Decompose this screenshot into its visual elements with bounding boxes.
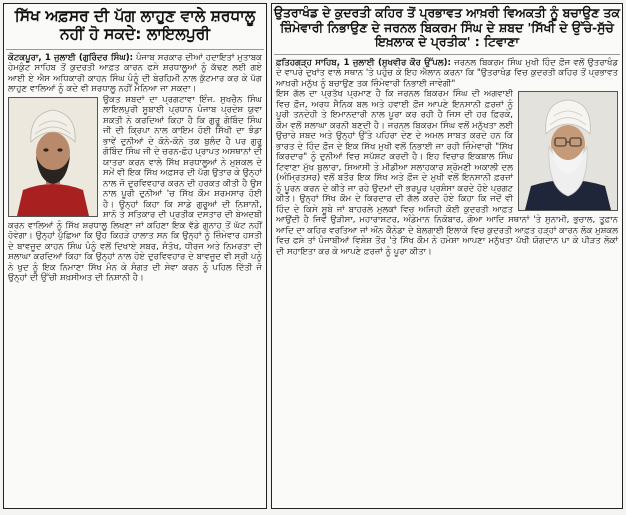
left-article-body bbox=[4, 50, 266, 284]
right-article bbox=[271, 3, 623, 509]
left-dateline: ਕੋਟਕਪੂਰਾ, 1 ਜੁਲਾਈ (ਗੁਰਿੰਦਰ ਸਿੰਘ): bbox=[8, 52, 134, 63]
right-body-paragraph: ਇਸ ਗੱਲ ਦਾ ਪ੍ਰਤੱਖ ਪ੍ਰਮਾਣ ਹੈ ਕਿ ਜਰਨਲ ਬਿਕਰਮ ਸਿੰਘ ਦੀ ਅਗਵਾਈ ਵਿਚ ਫ਼ੌਜ, ਅਰਧ ਸੈਨਿਕ ਬਲ ਅਤੇ ਹਵਾਈ ਫ਼ੌਜ ਆਪਣੇ ਇਨਸਾਨੀ ਫ਼ਰਜ਼ਾਂ ਨੂੰ ਪੂਰੀ ਤਨਦੇਹੀ ਤੇ ਇਮਾਨਦਾਰੀ ਨਾਲ ਪੂਰਾ ਕਰ ਰਹੀ ਹੈ ਜਿਸ ਦੀ ਹਰ ਫ਼ਿਰਕੇ, ਕੌਮ ਵਲੋਂ ਸ਼ਲਾਘਾ ਕਰਨੀ ਬਣਦੀ ਹੈ। ਜਰਨਲ ਬਿਕਰਮ ਸਿੰਘ ਵਲੋਂ ਮਨੁੱਖਤਾ ਲਈ ਉਚਾਰੇ ਸ਼ਬਦ ਅਤੇ ਉਨ੍ਹਾਂ ਉੱਤੇ ਪਹਿਰਾ ਦੇਣ ਦੇ ਅਮਲ ਸਾਬਤ ਕਰਦੇ ਹਨ ਕਿ ਭਾਰਤ ਦੇ ਹਿੰਦ ਫ਼ੌਜ ਦੇ ਇਕ ਸਿੱਖ ਮੁਖੀ ਵਲੋਂ ਨਿਭਾਈ ਜਾ ਰਹੀ ਜ਼ਿੰਮੇਵਾਰੀ "ਸਿੱਖ ਕਿਰਦਾਰ" ਨੂੰ ਦੁਨੀਆਂ ਵਿਚ ਸਪੱਸ਼ਟ ਕਰਦੀ ਹੈ। ਇਹ ਵਿਚਾਰ ਇਕਬਾਲ ਸਿੰਘ ਟਿਵਾਣਾ ਮੁੱਖ ਬੁਲਾਰਾ, ਸਿਆਸੀ ਤੇ ਮੀਡੀਆ ਸਲਾਹਕਾਰ ਸ਼੍ਰੋਮਣੀ ਅਕਾਲੀ ਦਲ (ਅੰਮ੍ਰਿਤਸਰ) ਵਲੋਂ ਬਤੌਰ ਇਕ ਸਿੱਖ ਅਤੇ ਫ਼ੌਜ ਦੇ ਮੁਖੀ ਵਲੋਂ ਇਨਸਾਨੀ ਫ਼ਰਜ਼ਾਂ ਨੂੰ ਪੂਰਨ ਕਰਨ ਦੇ ਕੀਤੇ ਜਾ ਰਹੇ ਉਦਮਾਂ ਦੀ ਭਰਪੂਰ ਪ੍ਰਸ਼ੰਸਾ ਕਰਦੇ ਹੋਏ ਪ੍ਰਗਟ ਕੀਤੇ। ਉਨ੍ਹਾਂ ਸਿੱਖ ਕੌਮ ਦੇ ਕਿਰਦਾਰ ਦੀ ਗੱਲ ਕਰਦੇ ਹੋਏ ਕਿਹਾ ਕਿ ਜਦੋਂ ਵੀ ਹਿੰਦ ਦੇ ਕਿਸੇ ਸੂਬੇ ਜਾਂ ਬਾਹਰਲੇ ਮੁਲਕਾਂ ਵਿਚ ਅਜਿਹੀ ਕੋਈ ਕੁਦਰਤੀ ਆਫ਼ਤ ਆਉਂਦੀ ਹੈ ਜਿਵੇਂ ਉੜੀਸਾ, ਮਹਾਰਾਸ਼ਟਰ, ਅੰਡੇਮਾਨ ਨਿਕੋਬਾਰ, ਗੋਆ ਆਦਿ ਸਥਾਨਾਂ 'ਤੇ ਸੁਨਾਮੀ, ਭੁਚਾਲ, ਤੂਫ਼ਾਨ ਆਦਿ ਦਾ ਕਹਿਰ ਵਰਤਿਆ ਜਾਂ ਔਨ ਕੈਨੇਡਾ ਦੇ ਬੇਲਗਾਈ ਇਲਾਕੇ ਵਿਚ ਕੁਦਰਤੀ ਆਫ਼ਤ ਹੜ੍ਹਾਂ ਕਾਰਨ ਲੋਕ ਮੁਸ਼ਕਲ ਵਿਚ ਫਸੇ ਤਾਂ ਪੰਜਾਬੀਆਂ ਵਿਸ਼ੇਸ਼ ਤੌਰ 'ਤੇ ਸਿੱਖ ਕੌਮ ਨੇ ਹਮੇਸ਼ਾ ਆਪਣਾ ਮਨੁੱਖਤਾ ਪੱਖੀ ਯੋਗਦਾਨ ਪਾ ਕੇ ਪੀੜਤ ਲੋਕਾਂ ਦੀ ਸਹਾਇਤਾ ਕਰ ਕੇ ਆਪਣੇ ਫ਼ਰਜ਼ਾਂ ਨੂੰ ਪੂਰਾ ਕੀਤਾ। bbox=[276, 89, 619, 257]
right-intro: ਜਰਨਲ ਬਿਕਰਮ ਸਿੰਘ ਮੁਖੀ ਹਿੰਦ ਫ਼ੌਜ ਵਲੋਂ ਉਤਰਾਖੰਡ ਦੇ ਵਾਪਰੇ ਦੁਖਾਂਤ ਵਾਲੇ ਸਥਾਨ 'ਤੇ ਪਹੁੰਚ ਕੇ ਇਹ ਐਲਾਨ ਕਰਨਾ ਕਿ "ਉਤਰਾਖੰਡ ਵਿਚ ਕੁਦਰਤੀ ਕਹਿਰ ਤੋਂ ਪ੍ਰਭਾਵਤ ਆਖ਼ਰੀ ਮਨੁੱਖ ਨੂੰ ਬਚਾਉਣ ਤਕ ਜ਼ਿੰਮੇਵਾਰੀ ਨਿਭਾਈ ਜਾਵੇਗੀ" bbox=[276, 57, 618, 89]
right-headline: ਉਤਰਾਖੰਡ ਦੇ ਕੁਦਰਤੀ ਕਹਿਰ ਤੋਂ ਪ੍ਰਭਾਵਤ ਆਖ਼ਰੀ ਵਿਅਕਤੀ ਨੂੰ ਬਚਾਉਣ ਤਕ ਜ਼ਿੰਮੇਵਾਰੀ ਨਿਭਾਉਣ ਦੇ ਜਰਨਲ ਬਿਕਰਮ ਸਿੰਘ ਦੇ ਸ਼ਬਦ 'ਸਿੱਖੀ ਦੇ ਉੱਚੇ-ਸੁੱਚੇ ਇਖ਼ਲਾਕ ਦੇ ਪ੍ਰਤੀਕ' : ਟਿਵਾਣਾ bbox=[274, 4, 620, 55]
left-body-paragraph: ਉਕਤ ਸ਼ਬਦਾਂ ਦਾ ਪ੍ਰਗਟਾਵਾ ਇੰਜ. ਸੁਖਚੈਨ ਸਿੰਘ ਲਾਇਲਪੁਰੀ ਸੂਬਾਈ ਪ੍ਰਧਾਨ ਪੰਜਾਬ ਪ੍ਰਦੇਸ਼ ਯੁਵਾ ਸ਼ਕਤੀ ਨੇ ਕਰਦਿਆਂ ਕਿਹਾ ਹੈ ਕਿ ਗੁਰੂ ਗੋਬਿੰਦ ਸਿੰਘ ਜੀ ਦੀ ਕ੍ਰਿਪਾ ਨਾਲ ਕਾਇਮ ਹੋਈ ਸਿੱਖੀ ਦਾ ਝੰਡਾ ਭਾਵੇਂ ਦੁਨੀਆਂ ਦੇ ਕੋਨੇ-ਕੋਨੇ ਤਕ ਬੁਲੰਦ ਹੈ ਪਰ ਗੁਰੂ ਗੋਬਿੰਦ ਸਿੰਘ ਜੀ ਦੇ ਚਰਨ-ਛੋਹ ਪ੍ਰਾਪਤ ਅਸਥਾਨਾਂ ਦੀ ਯਾਤਰਾ ਕਰਨ ਵਾਲੇ ਸਿੱਖ ਸ਼ਰਧਾਲੂਆਂ ਨੇ ਮੁਸ਼ਕਲ ਦੇ ਸਮੇਂ ਵੀ ਇਕ ਸਿੱਖ ਅਫ਼ਸਰ ਦੀ ਪੱਗ ਉਤਾਰ ਕੇ ਉਨ੍ਹਾਂ ਨਾਲ ਜੋ ਦੁਰਵਿਵਹਾਰ ਕਰਨ ਦੀ ਹਰਕਤ ਕੀਤੀ ਹੈ ਉਸ ਨਾਲ ਪੂਰੀ ਦੁਨੀਆਂ 'ਚ ਸਿੱਖ ਕੌਮ ਸ਼ਰਮਸਾਰ ਹੋਈ ਹੈ। ਉਨ੍ਹਾਂ ਕਿਹਾ ਕਿ ਸਾਡੇ ਗੁਰੂਆਂ ਦੀ ਨਿਸ਼ਾਨੀ, ਸ਼ਾਨੋ ਤੇ ਸਤਿਕਾਰ ਦੀ ਪ੍ਰਤੀਕ ਦਸਤਾਰ ਦੀ ਬੇਅਦਬੀ ਕਰਨ ਵਾਲਿਆਂ ਨੂੰ ਸਿੱਖ ਸ਼ਰਧਾਲੂ ਲਿਖਣਾ ਜਾਂ ਕਹਿਣਾ ਇਕ ਵੱਡੇ ਗੁਨਾਹ ਤੋਂ ਘੱਟ ਨਹੀਂ ਹੋਵੇਗਾ। ਉਨ੍ਹਾਂ ਪੁੱਛਿਆ ਕਿ ਉਹ ਕਿਹੜੇ ਹਾਲਾਤ ਸਨ ਕਿ ਉਨ੍ਹਾਂ ਨੂੰ ਜ਼ਿੰਮੇਵਾਰ ਹਸਤੀ ਦੇ ਬਾਵਜੂਦ ਕਾਹਨ ਸਿੰਘ ਪੰਨੂੰ ਵਲੋਂ ਦਿਖਾਏ ਸਬਰ, ਸੰਤੋਖ, ਧੀਰਜ ਅਤੇ ਨਿਮਰਤਾ ਦੀ ਸ਼ਲਾਘਾ ਕਰਦਿਆਂ ਕਿਹਾ ਕਿ ਉਨ੍ਹਾਂ ਨਾਲ ਹੋਏ ਦੁਰਵਿਵਹਾਰ ਦੇ ਬਾਵਜੂਦ ਵੀ ਸ੍ਰੀ ਪਨੂੰ ਨੇ ਖੁਦ ਨੂੰ ਇਕ ਨਿਮਾਣਾ ਸਿੱਖ ਮੰਨ ਕੇ ਸੰਗਤ ਦੀ ਸੇਵਾ ਕਰਨ ਨੂੰ ਪਹਿਲ ਦਿੱਤੀ ਜੋ ਉਨ੍ਹਾਂ ਦੀ ਉੱਚੀ ਸ਼ਖ਼ਸੀਅਤ ਦੀ ਨਿਸ਼ਾਨੀ ਹੈ। bbox=[8, 94, 262, 284]
left-portrait-photo bbox=[8, 97, 98, 217]
left-article bbox=[3, 3, 267, 509]
left-headline: ਸਿੱਖ ਅਫ਼ਸਰ ਦੀ ਪੱਗ ਲਾਹੁਣ ਵਾਲੇ ਸ਼ਰਧਾਲੂ ਨਹੀਂ ਹੋ ਸਕਦੇ: ਲਾਇਲਪੁਰੀ bbox=[6, 4, 264, 50]
right-portrait-photo bbox=[518, 91, 618, 211]
left-intro: ਪੰਜਾਬ ਸਰਕਾਰ ਦੀਆਂ ਹਦਾਇਤਾਂ ਮੁਤਾਬਕ ਹੇਮਕੁੰਟ ਸਾਹਿਬ ਤੋਂ ਕੁਦਰਤੀ ਆਫ਼ਤ ਕਾਰਨ ਫਸੇ ਸ਼ਰਧਾਲੂਆਂ ਨੂੰ ਕੱਢਣ ਲਈ ਗਏ ਆਈ ਏ ਐਸ ਅਧਿਕਾਰੀ ਕਾਹਨ ਸਿੰਘ ਪੰਨੂੰ ਦੀ ਬੇਰਹਿਮੀ ਨਾਲ ਕੁੱਟਮਾਰ ਕਰ ਕੇ ਪੱਗ ਲਾਹੁਣ ਵਾਲਿਆਂ ਨੂੰ ਕਦੇ ਵੀ ਸ਼ਰਧਾਲੂ ਨਹੀਂ ਮੰਨਿਆ ਜਾ ਸਕਦਾ। bbox=[8, 52, 262, 95]
portrait-elder-sikh-man bbox=[519, 92, 617, 210]
right-article-body bbox=[272, 55, 622, 258]
right-dateline: ਫ਼ਤਿਹਗੜ੍ਹ ਸਾਹਿਬ, 1 ਜੁਲਾਈ (ਸੁਖਵੀਰ ਕੌਰ ਉੱਪਲ): bbox=[276, 57, 451, 68]
portrait-young-sikh-man bbox=[9, 98, 97, 216]
